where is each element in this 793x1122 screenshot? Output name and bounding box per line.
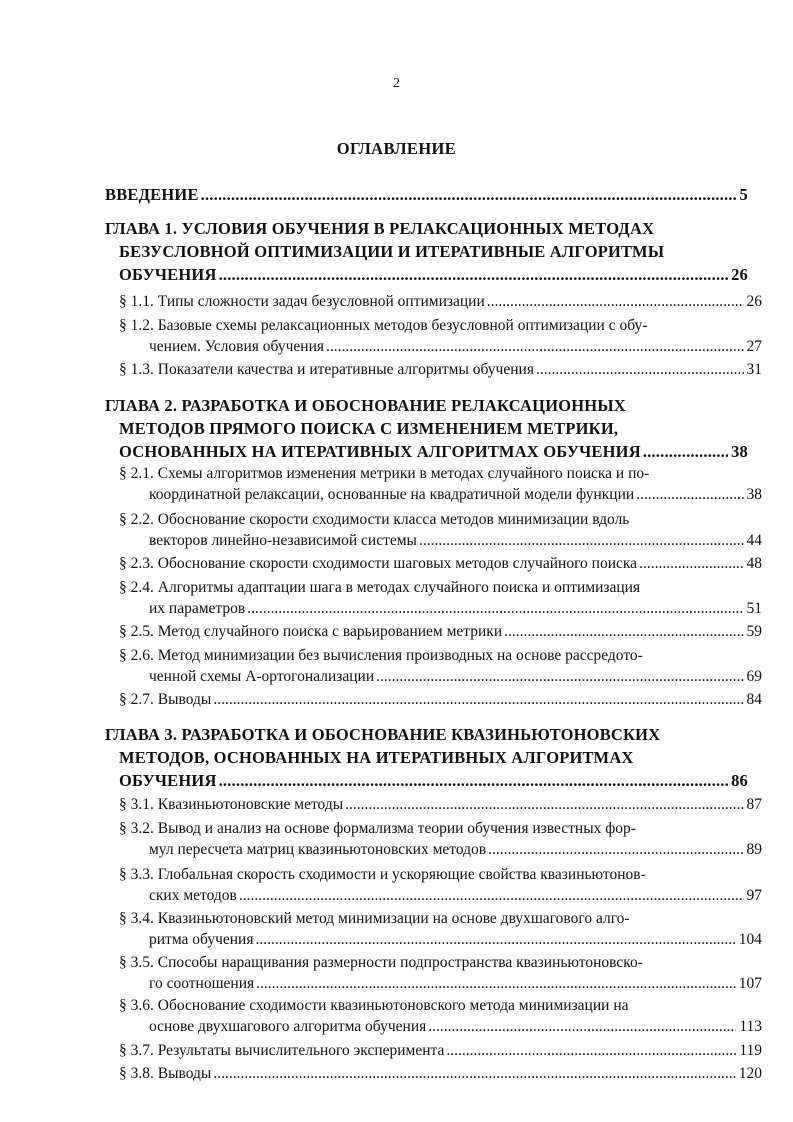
section-title-line: § 2.5. Метод случайного поиска с варьированием метрики xyxy=(119,623,503,640)
toc-entry-page: 107 xyxy=(738,975,762,992)
dot-leader xyxy=(488,839,743,860)
dot-leader xyxy=(219,263,729,286)
toc-section-3-4 xyxy=(105,908,762,950)
page-number: 2 xyxy=(393,76,400,91)
toc-entry-page: 89 xyxy=(746,841,762,858)
dot-leader xyxy=(239,885,744,906)
toc-section-2-4 xyxy=(105,577,762,619)
toc-entry-page: 38 xyxy=(746,486,762,503)
section-title-line: координатной релаксации, основанные на квадратичной модели функции xyxy=(149,486,635,503)
toc-section-3-2 xyxy=(105,818,762,860)
toc-entry-page: 51 xyxy=(746,600,762,617)
toc-section-3-3 xyxy=(105,864,762,906)
dot-leader xyxy=(636,484,743,505)
dot-leader xyxy=(446,1040,736,1061)
section-title-line: § 3.4. Квазиньютоновский метод минимизации на основе двухшагового алго- xyxy=(119,910,630,927)
chapter-title-line: ГЛАВА 2. РАЗРАБОТКА И ОБОСНОВАНИЕ РЕЛАКСАЦИОННЫХ xyxy=(105,396,626,415)
section-title-line: § 2.2. Обоснование скорости сходимости класса методов минимизации вдоль xyxy=(119,511,630,528)
section-title-line: § 2.1. Схемы алгоритмов изменения метрики в методах случайного поиска и по- xyxy=(119,465,650,482)
dot-leader xyxy=(639,553,743,574)
toc-section-1-1 xyxy=(105,291,762,312)
section-title-line: § 1.2. Базовые схемы релаксационных методов безусловной оптимизации с обу- xyxy=(119,317,648,334)
dot-leader xyxy=(419,530,744,551)
toc-title: ОГЛАВЛЕНИЕ xyxy=(336,139,457,158)
dot-leader xyxy=(536,359,744,380)
dot-leader xyxy=(643,440,728,463)
toc-section-3-1 xyxy=(105,794,762,815)
section-title-line: ритма обучения xyxy=(149,931,254,948)
section-title-line: § 2.4. Алгоритмы адаптации шага в методах случайного поиска и оптимизация xyxy=(119,579,641,596)
section-title-line: ских методов xyxy=(149,887,237,904)
toc-section-3-8 xyxy=(105,1063,762,1084)
toc-section-2-6 xyxy=(105,645,762,687)
section-title-line: векторов линейно-независимой системы xyxy=(149,532,417,549)
chapter-title-line: ГЛАВА 3. РАЗРАБОТКА И ОБОСНОВАНИЕ КВАЗИНЬЮТОНОВСКИХ xyxy=(105,725,661,744)
toc-entry-page: 31 xyxy=(746,361,762,378)
section-title-line: основе двухшагового алгоритма обучения xyxy=(149,1018,427,1035)
toc-section-2-5 xyxy=(105,621,762,642)
toc-entry-page: 38 xyxy=(731,442,748,461)
toc-entry-page: 119 xyxy=(739,1042,762,1059)
section-title-line: § 1.1. Типы сложности задач безусловной оптимизации xyxy=(119,293,485,310)
toc-entry-intro xyxy=(105,183,748,206)
section-title-line: § 3.5. Способы наращивания размерности подпространства квазиньютоновско- xyxy=(119,954,643,971)
toc-entry-page: 84 xyxy=(746,691,762,708)
chapter-title-line: БЕЗУСЛОВНОЙ ОПТИМИЗАЦИИ И ИТЕРАТИВНЫЕ АЛГОРИТМЫ xyxy=(119,242,665,261)
section-title-line: § 3.1. Квазиньютоновские методы xyxy=(119,796,344,813)
dot-leader xyxy=(504,621,743,642)
toc-entry-page: 48 xyxy=(746,555,762,572)
toc-entry-page: 26 xyxy=(731,265,748,284)
toc-entry-page: 97 xyxy=(746,887,762,904)
dot-leader xyxy=(213,1063,735,1084)
section-title-line: ченной схемы А-ортогонализации xyxy=(149,668,375,685)
toc-section-2-3 xyxy=(105,553,762,574)
section-title-line: § 3.3. Глобальная скорость сходимости и ускоряющие свойства квазиньютонов- xyxy=(119,866,646,883)
chapter-title-line: ОБУЧЕНИЯ xyxy=(119,771,217,790)
toc-entry-page: 120 xyxy=(738,1065,762,1082)
section-title-line: § 3.6. Обоснование сходимости квазиньютоновского метода минимизации на xyxy=(119,997,629,1014)
section-title-line: § 3.8. Выводы xyxy=(119,1065,212,1082)
dot-leader xyxy=(345,794,743,815)
toc-entry-page: 27 xyxy=(746,338,762,355)
dot-leader xyxy=(326,336,744,357)
toc-section-2-7 xyxy=(105,689,762,710)
toc-section-3-7 xyxy=(105,1040,762,1061)
toc-section-2-1 xyxy=(105,463,762,505)
dot-leader xyxy=(487,291,744,312)
toc-entry-page: 69 xyxy=(746,668,762,685)
toc-entry-page: 104 xyxy=(738,931,762,948)
toc-chapter-1 xyxy=(105,217,748,286)
section-title-line: § 3.7. Результаты вычислительного эксперимента xyxy=(119,1042,445,1059)
toc-section-1-3 xyxy=(105,359,762,380)
section-title-line: чением. Условия обучения xyxy=(149,338,324,355)
dot-leader xyxy=(213,689,743,710)
section-title-line: § 2.3. Обоснование скорости сходимости шаговых методов случайного поиска xyxy=(119,555,638,572)
dot-leader xyxy=(376,666,743,687)
section-title-line: § 3.2. Вывод и анализ на основе формализма теории обучения известных фор- xyxy=(119,820,636,837)
toc-section-3-6 xyxy=(105,995,762,1037)
chapter-title-line: ГЛАВА 1. УСЛОВИЯ ОБУЧЕНИЯ В РЕЛАКСАЦИОННЫХ МЕТОДАХ xyxy=(105,219,655,238)
toc-section-1-2 xyxy=(105,315,762,357)
dot-leader xyxy=(201,183,737,206)
toc-entry-page: 5 xyxy=(739,185,748,204)
section-title-line: § 2.6. Метод минимизации без вычисления производных на основе рассредото- xyxy=(119,647,643,664)
toc-chapter-3 xyxy=(105,723,748,792)
toc-entry-page: 86 xyxy=(731,771,748,790)
toc-entry-title: ВВЕДЕНИЕ xyxy=(105,185,199,204)
dot-leader xyxy=(428,1016,736,1037)
chapter-title-line: ОСНОВАННЫХ НА ИТЕРАТИВНЫХ АЛГОРИТМАХ ОБУЧЕНИЯ xyxy=(119,442,641,461)
toc-chapter-2 xyxy=(105,394,748,463)
toc-entry-page: 26 xyxy=(746,293,762,310)
toc-entry-page: 44 xyxy=(746,532,762,549)
chapter-title-line: ОБУЧЕНИЯ xyxy=(119,265,217,284)
section-title-line: го соотношения xyxy=(149,975,255,992)
section-title-line: § 1.3. Показатели качества и итеративные алгоритмы обучения xyxy=(119,361,534,378)
toc-section-3-5 xyxy=(105,952,762,994)
section-title-line: их параметров xyxy=(149,600,246,617)
chapter-title-line: МЕТОДОВ ПРЯМОГО ПОИСКА С ИЗМЕНЕНИЕМ МЕТРИКИ, xyxy=(119,419,619,438)
chapter-title-line: МЕТОДОВ, ОСНОВАННЫХ НА ИТЕРАТИВНЫХ АЛГОРИТМАХ xyxy=(119,748,634,767)
toc-entry-page: 87 xyxy=(746,796,762,813)
section-title-line: мул пересчета матриц квазиньютоновских методов xyxy=(149,841,487,858)
toc-entry-page: 113 xyxy=(739,1018,762,1035)
toc-entry-page: 59 xyxy=(746,623,762,640)
dot-leader xyxy=(247,598,743,619)
toc-section-2-2 xyxy=(105,509,762,551)
dot-leader xyxy=(256,973,736,994)
dot-leader xyxy=(255,929,735,950)
section-title-line: § 2.7. Выводы xyxy=(119,691,212,708)
dot-leader xyxy=(219,769,729,792)
